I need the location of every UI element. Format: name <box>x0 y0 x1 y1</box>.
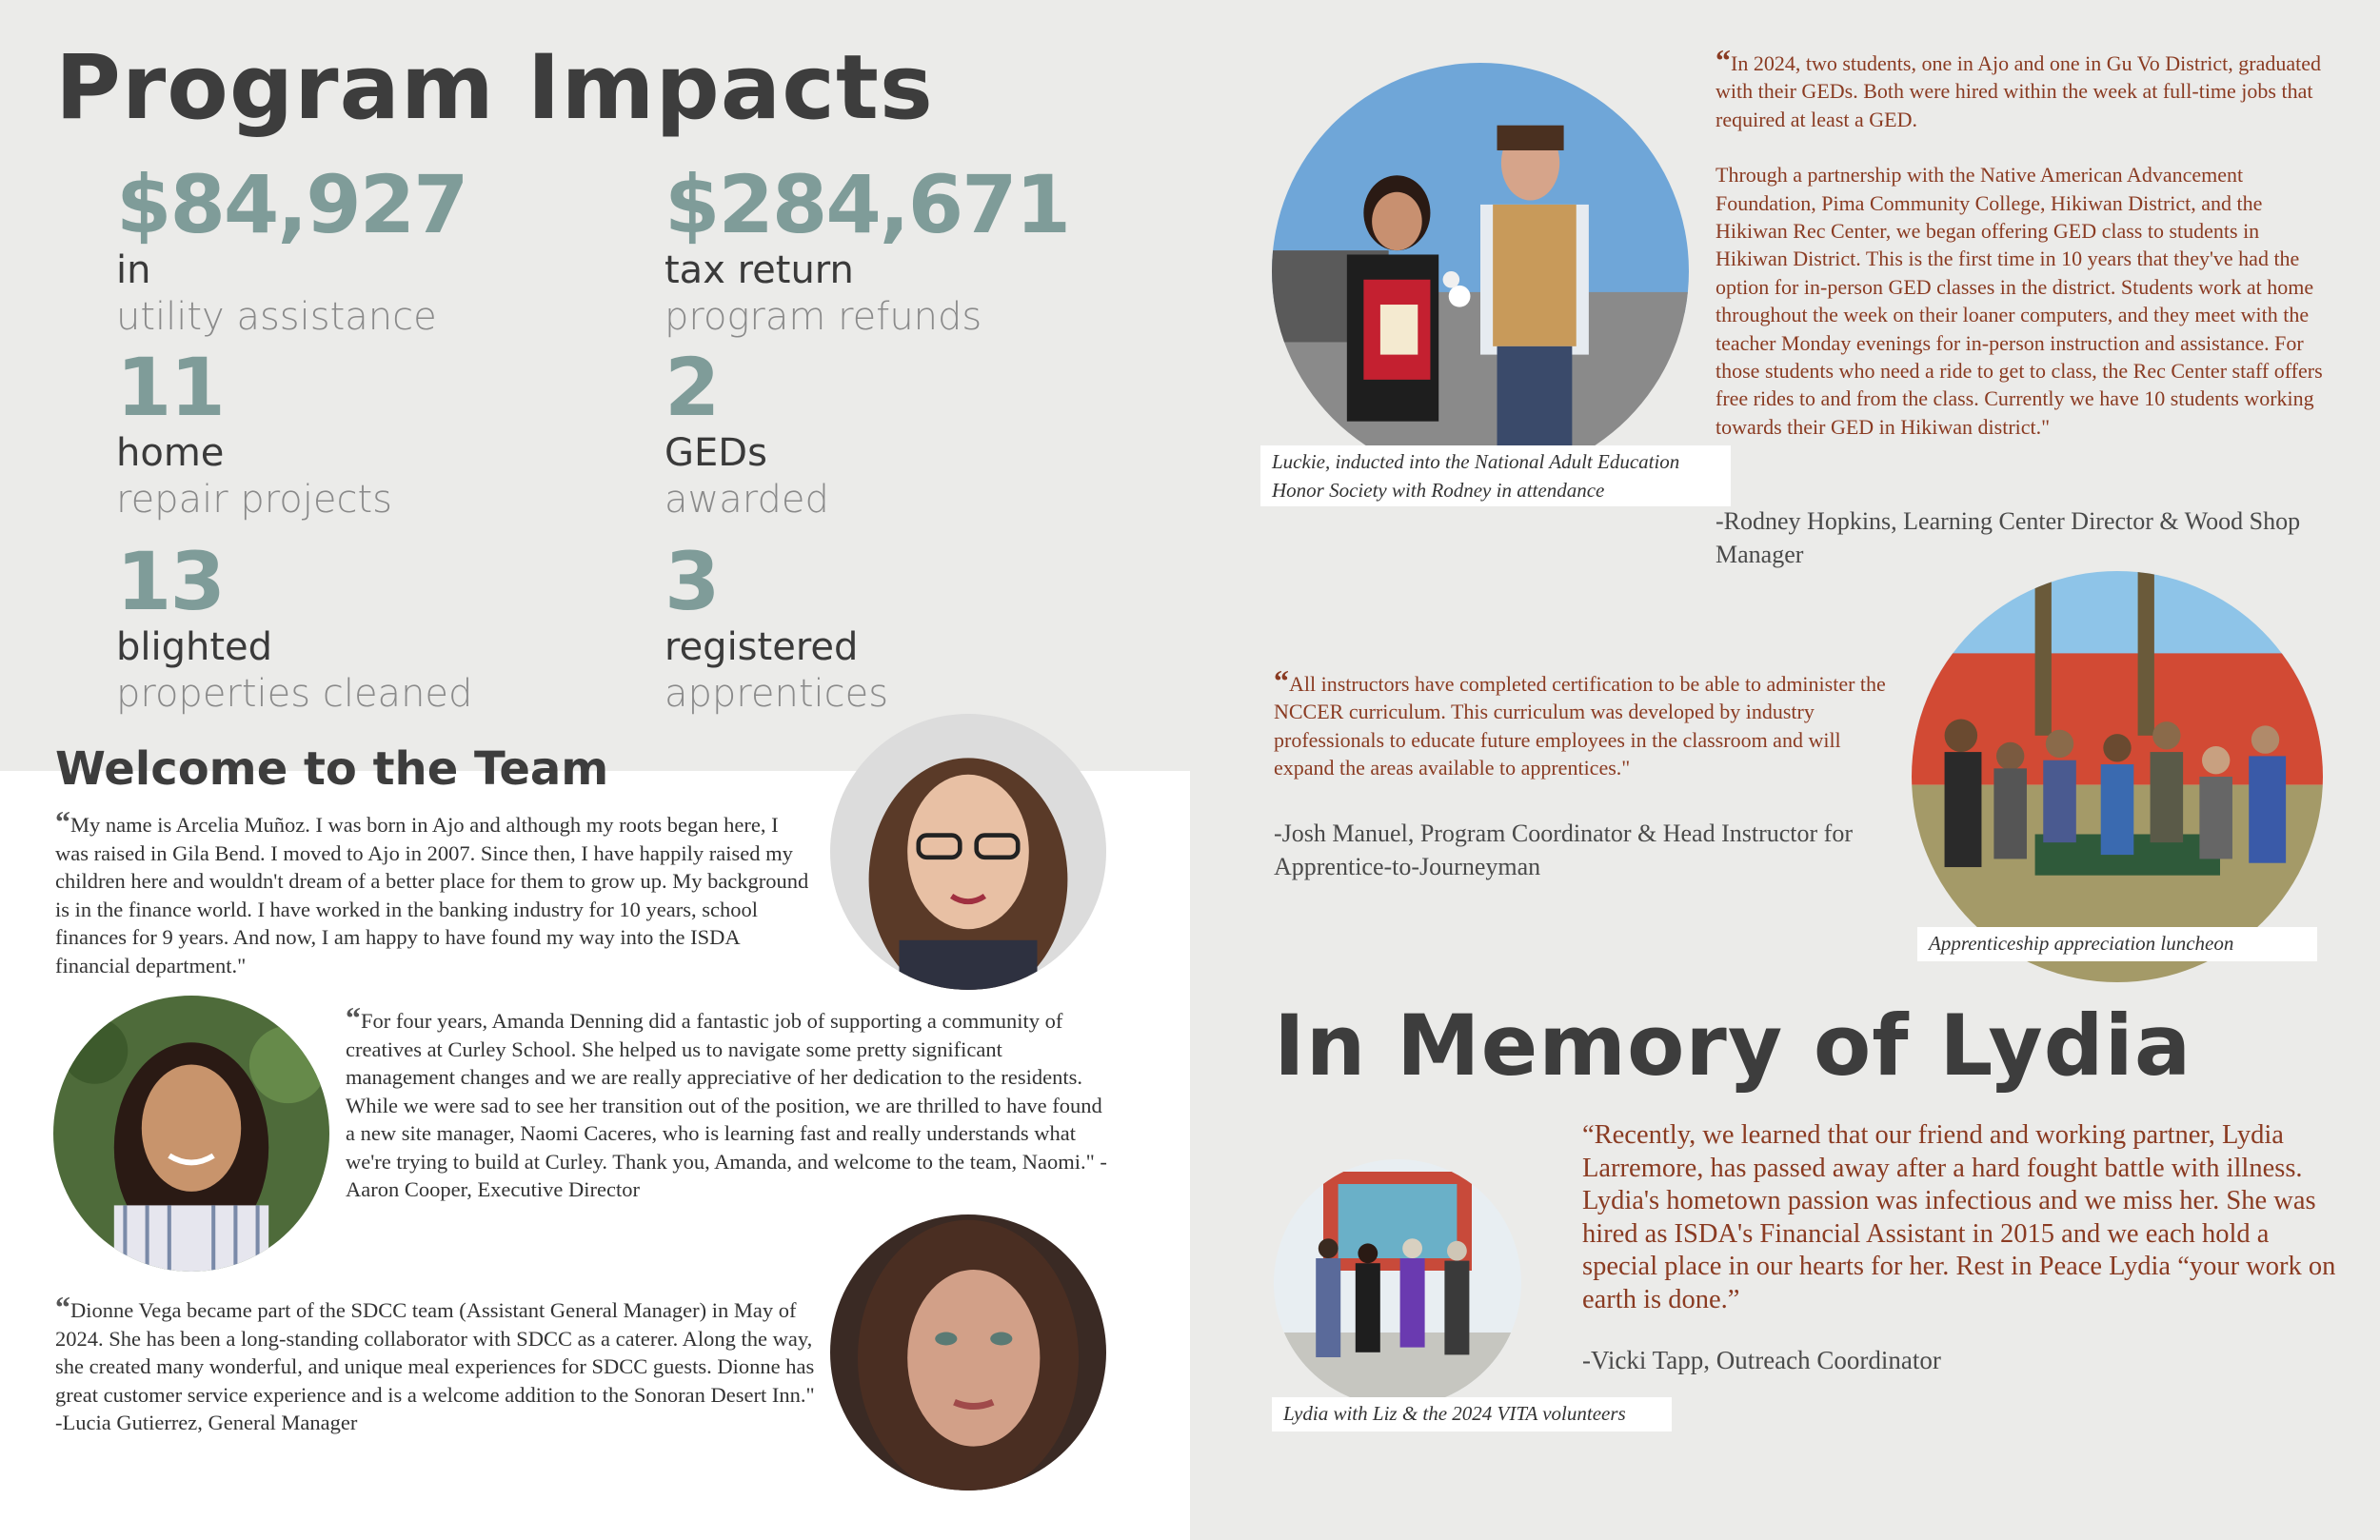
stat-number: 2 <box>664 341 719 434</box>
stat-utility <box>116 158 467 341</box>
photo-naomi <box>53 996 329 1272</box>
photo-luckie-rodney <box>1272 63 1689 480</box>
stat-number: $284,671 <box>664 158 1070 251</box>
stat-label-1: registered <box>664 625 859 669</box>
quote-text: For four years, Amanda Denning did a fantastic job of supporting a community of creatives at Curley School. She helped us to navigate some pretty significant management changes and we are really appreciative of her dedication to the residents. While we were sad to see her transition out of the position, we are thrilled to have found a new site manager, Naomi Caceres, who is learning fast and really understands what we're trying to build at Curley. Thank you, Amanda, and welcome to the team, Naomi." -Aaron Cooper, Executive Director <box>346 1009 1107 1201</box>
quote-mark: “ <box>55 1290 70 1324</box>
stat-label-2: repair projects <box>116 478 393 522</box>
quote-text: In 2024, two students, one in Ajo and one in Gu Vo District, graduated with their GEDs. Both were hired within the week at full-time jobs that required at least a GED. <box>1716 51 2322 131</box>
quote-text: All instructors have completed certification to be able to administer the NCCER curriculum. This curriculum was developed by industry professionals to educate future employees in the classroom and will expand the areas available to apprentices." <box>1274 672 1886 780</box>
stat-label-2: awarded <box>664 478 829 522</box>
stat-label-2: properties cleaned <box>116 672 473 716</box>
quote-arcelia <box>55 804 817 979</box>
caption-luckie <box>1260 445 1731 506</box>
caption-luncheon: Apprenticeship appreciation luncheon <box>1917 927 2317 961</box>
quote-amanda <box>346 1000 1117 1204</box>
stat-apprentices <box>664 535 889 718</box>
quote-dionne <box>55 1290 826 1437</box>
program-impacts-title: Program Impacts <box>55 36 934 140</box>
caption-line-2: Honor Society with Rodney in attendance <box>1272 479 1605 502</box>
quote-mark: “ <box>1716 43 1731 77</box>
stat-number: 13 <box>116 535 224 628</box>
stat-number: $84,927 <box>116 158 467 251</box>
stat-label-1: GEDs <box>664 431 767 475</box>
photo-dionne <box>830 1214 1106 1491</box>
attribution-vicki: -Vicki Tapp, Outreach Coordinator <box>1582 1346 1941 1374</box>
stat-label-1: in <box>116 248 151 292</box>
stat-label-2: apprentices <box>664 672 889 716</box>
quote-mark: “ <box>1274 663 1289 698</box>
quote-lydia: “Recently, we learned that our friend and working partner, Lydia Larremore, has passed away after a hard fought battle with illness. Lydia's hometown passion was infectious and we miss her. She was hired as ISDA's Financial Assistant in 2015 and we each hold a special place in our hearts for her. Rest in Peace Lydia “your work on earth is done.” <box>1582 1120 2336 1314</box>
attribution-josh: -Josh Manuel, Program Coordinator & Head Instructor for Apprentice-to-Journeyman <box>1274 819 1853 880</box>
quote-mark: “ <box>55 804 70 839</box>
stat-label-2: utility assistance <box>116 295 437 339</box>
quote-text-continued: Through a partnership with the Native American Advancement Foundation, Pima Community College, Hikiwan District, and the Hikiwan Rec Center, we began offering GED class to students in Hikiwan District. This is the first time in 10 years that they've had the option for in-person GED classes in the district. Students work at home throughout the week on their loaner computers, and they meet with the teacher Monday evenings for in-person instruction and assistance. For those students who need a ride to get to class, the Rec Center staff offers free rides to and from the class. Currently we have 10 students working towards their GED in Hikiwan district." <box>1716 163 2323 439</box>
photo-lydia-volunteers <box>1274 1159 1521 1407</box>
stat-home-repair <box>116 341 393 523</box>
stat-number: 11 <box>116 341 224 434</box>
stat-label-1: tax return <box>664 248 854 292</box>
stat-number: 3 <box>664 535 719 628</box>
photo-arcelia <box>830 714 1106 990</box>
stat-label-1: home <box>116 431 225 475</box>
stat-label-1: blighted <box>116 625 273 669</box>
quote-nccer <box>1274 663 1902 782</box>
stat-geds <box>664 341 829 523</box>
quote-text: My name is Arcelia Muñoz. I was born in Ajo and although my roots began here, I was raised in Gila Bend. I moved to Ajo in 2007. Since then, I have happily raised my children here and wouldn't dream of a better place for them to grow up. My background is in the finance world. I have worked in the banking industry for 10 years, school finances for 9 years. And now, I am happy to have found my way into the ISDA financial department." <box>55 813 809 977</box>
stat-tax <box>664 158 1070 341</box>
memory-title: In Memory of Lydia <box>1274 997 2192 1095</box>
quote-text: Dionne Vega became part of the SDCC team (Assistant General Manager) in May of 2024. She has been a long-standing collaborator with SDCC as a caterer. Along the way, she created many wonderful, and unique meal experiences for SDCC guests. Dionne has great customer service experience and is a welcome addition to the Sonoran Desert Inn." -Lucia Gutierrez, General Manager <box>55 1298 815 1434</box>
photo-apprentice-luncheon <box>1912 571 2323 982</box>
welcome-title: Welcome to the Team <box>55 742 609 796</box>
attribution-rodney: -Rodney Hopkins, Learning Center Director & Wood Shop Manager <box>1716 507 2301 568</box>
stat-label-2: program refunds <box>664 295 982 339</box>
stat-blighted <box>116 535 473 718</box>
caption-lydia: Lydia with Liz & the 2024 VITA volunteers <box>1272 1397 1672 1431</box>
quote-ged <box>1716 43 2325 441</box>
quote-mark: “ <box>346 1000 361 1035</box>
caption-line-1: Luckie, inducted into the National Adult Education <box>1272 450 1680 473</box>
